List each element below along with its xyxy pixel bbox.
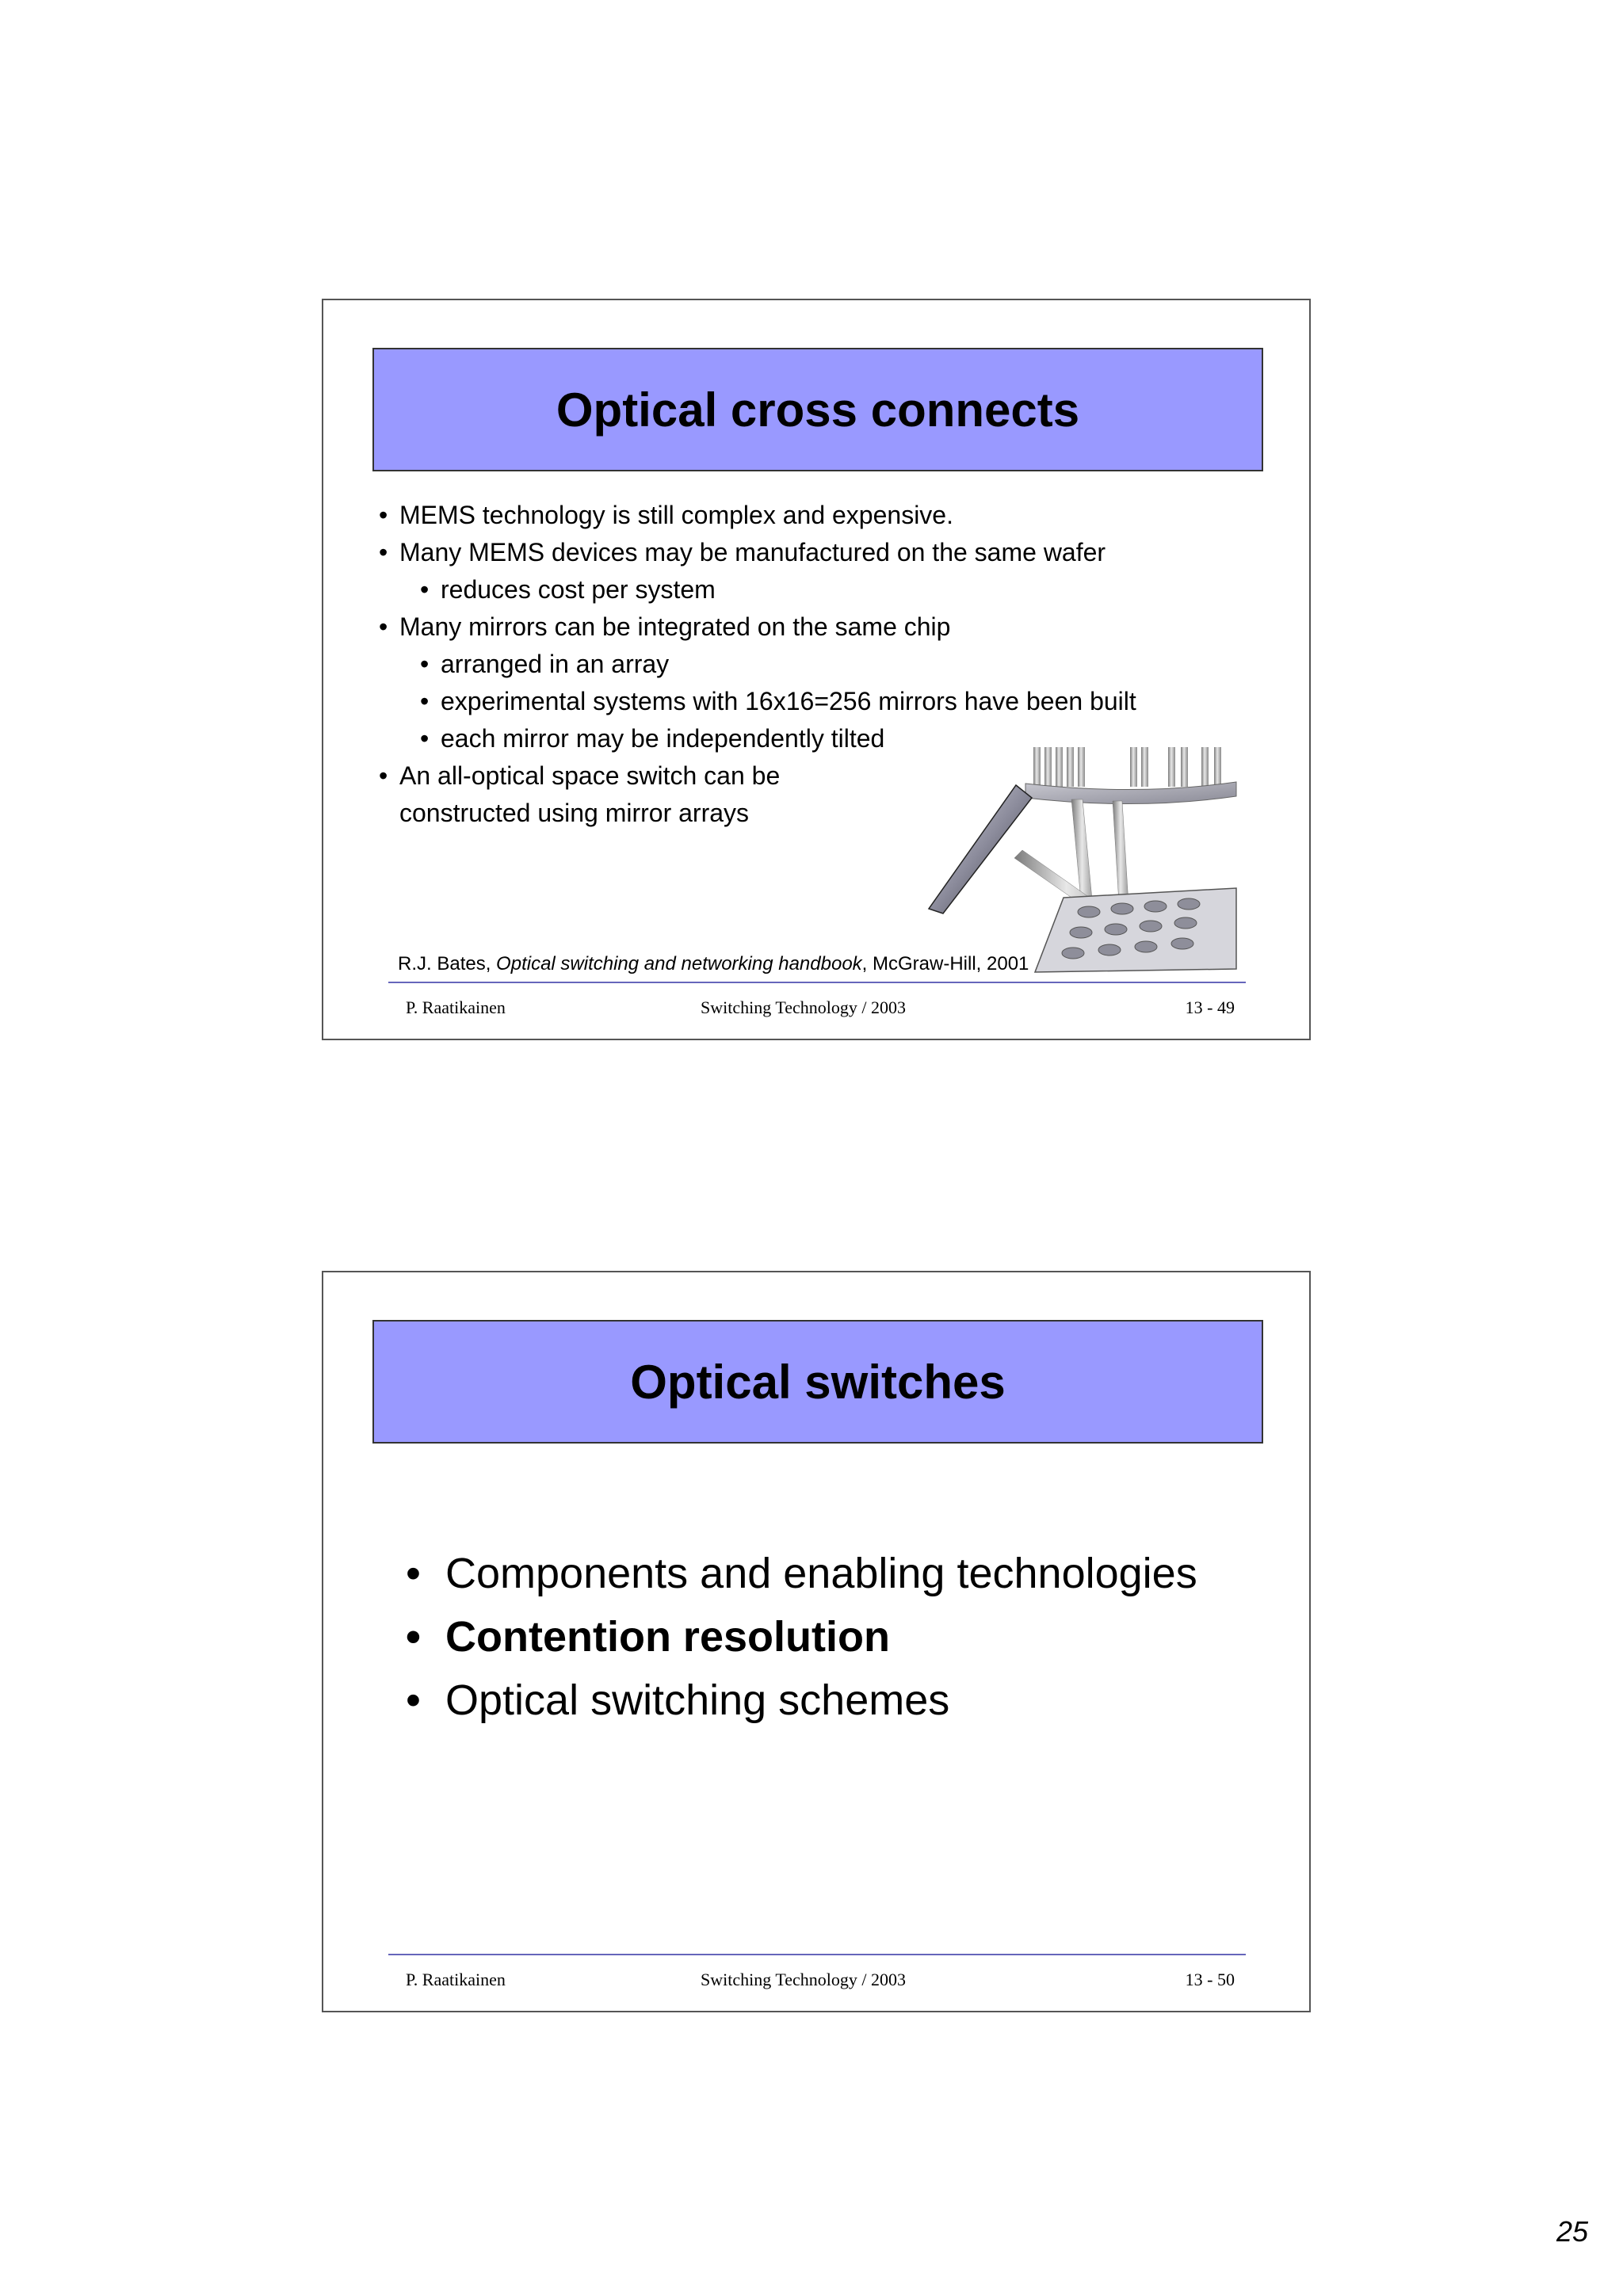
sub-bullet-item: • each mirror may be independently tilted bbox=[379, 720, 1266, 757]
footer-author: P. Raatikainen bbox=[406, 997, 506, 1017]
footer-course: Switching Technology / 2003 bbox=[701, 997, 906, 1017]
slide-title-box bbox=[372, 1320, 1263, 1444]
slide-title-box bbox=[372, 348, 1263, 471]
sheet-page-number: 25 bbox=[1556, 2215, 1588, 2248]
slide-13-50 bbox=[322, 1271, 1311, 2012]
citation-book-title: Optical switching and networking handbook bbox=[496, 953, 862, 974]
bullet-item: • Many mirrors can be integrated on the same chip bbox=[379, 608, 1266, 646]
citation bbox=[398, 953, 1029, 975]
bullet-list bbox=[406, 1542, 1197, 1732]
sub-bullet-item: • arranged in an array bbox=[379, 646, 1266, 683]
slide-title: Optical switches bbox=[630, 1355, 1006, 1409]
sub-bullet-item: • experimental systems with 16x16=256 mirrors have been built bbox=[379, 683, 1266, 720]
footer-author: P. Raatikainen bbox=[406, 1970, 506, 1989]
bullet-item: • Many MEMS devices may be manufactured on the same wafer bbox=[379, 534, 1266, 571]
footer-rule bbox=[388, 1954, 1246, 1955]
bullet-item-current: • Contention resolution bbox=[406, 1605, 1197, 1669]
bullet-item: • MEMS technology is still complex and expensive. bbox=[379, 497, 1266, 534]
citation-author: R.J. Bates, bbox=[398, 953, 497, 974]
bullet-item: • Components and enabling technologies bbox=[406, 1542, 1197, 1605]
sub-bullet-item: • reduces cost per system bbox=[379, 571, 1266, 608]
bullet-item: • An all-optical space switch can be bbox=[379, 757, 1266, 795]
slide-title: Optical cross connects bbox=[556, 383, 1080, 437]
footer-page-number: 13 - 49 bbox=[1185, 997, 1235, 1017]
mems-mirror-array-illustration bbox=[922, 746, 1239, 975]
citation-publisher: , McGraw-Hill, 2001 bbox=[861, 953, 1029, 974]
footer-page-number: 13 - 50 bbox=[1185, 1970, 1235, 1989]
slide-13-49 bbox=[322, 299, 1311, 1040]
footer-course: Switching Technology / 2003 bbox=[701, 1970, 906, 1989]
bullet-item-continuation: constructed using mirror arrays bbox=[399, 799, 750, 827]
bullet-item: • Optical switching schemes bbox=[406, 1669, 1197, 1732]
footer-rule bbox=[388, 982, 1246, 983]
